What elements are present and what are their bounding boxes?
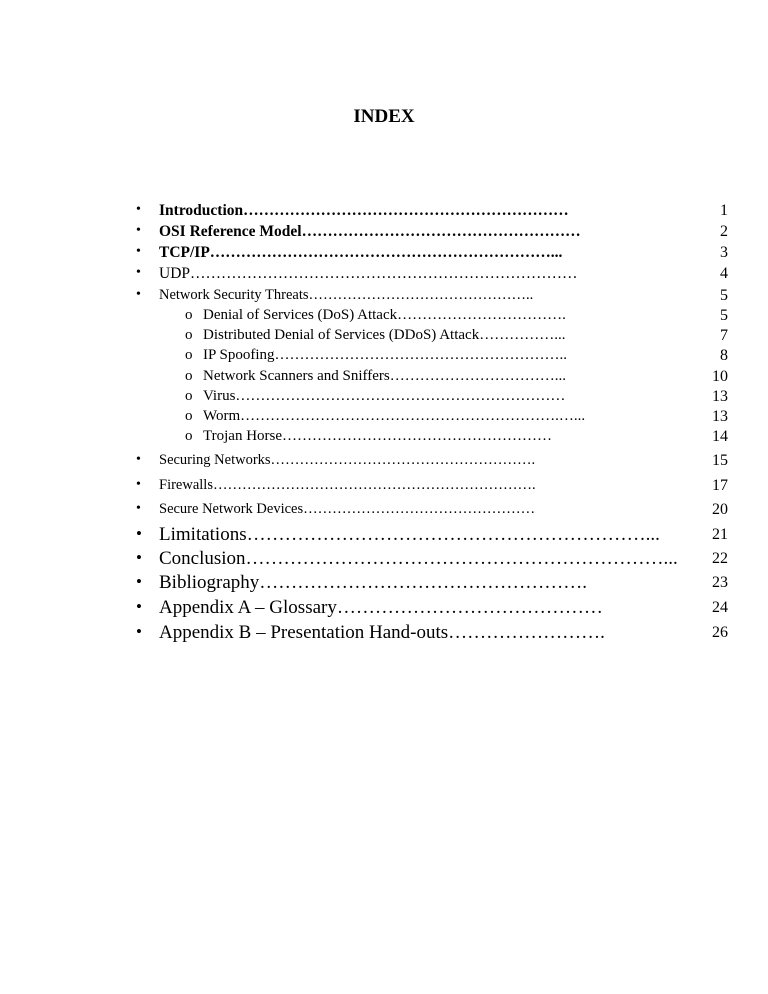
toc-page-number: 4 bbox=[720, 265, 728, 282]
toc-page-number: 5 bbox=[720, 307, 728, 324]
toc-entry-label: TCP/IP…………………………………………………………... bbox=[159, 244, 563, 261]
bullet-icon: • bbox=[136, 501, 141, 516]
page-title: INDEX bbox=[353, 106, 415, 127]
bullet-icon: • bbox=[136, 287, 141, 302]
bullet-icon: • bbox=[136, 597, 142, 616]
toc-page-number: 17 bbox=[712, 477, 728, 494]
bullet-icon: • bbox=[136, 202, 141, 217]
bullet-icon: • bbox=[136, 477, 141, 492]
toc-page-number: 22 bbox=[712, 550, 728, 567]
sub-bullet-icon: o bbox=[185, 428, 193, 444]
bullet-icon: • bbox=[136, 265, 141, 280]
toc-page-number: 3 bbox=[720, 244, 728, 261]
sub-bullet-icon: o bbox=[185, 327, 193, 343]
toc-page-number: 24 bbox=[712, 599, 728, 616]
sub-bullet-icon: o bbox=[185, 307, 193, 323]
sub-bullet-icon: o bbox=[185, 347, 193, 363]
toc-entry-label: Securing Networks………………………………………………. bbox=[159, 452, 536, 468]
bullet-icon: • bbox=[136, 244, 141, 259]
toc-page-number: 2 bbox=[720, 223, 728, 240]
toc-page-number: 1 bbox=[720, 202, 728, 219]
toc-entry-label: Secure Network Devices………………………………………… bbox=[159, 501, 536, 517]
toc-entry-label: Network Security Threats……………………………………….. bbox=[159, 287, 534, 303]
toc-page-number: 20 bbox=[712, 501, 728, 518]
toc-page-number: 26 bbox=[712, 624, 728, 641]
toc-page-number: 10 bbox=[712, 368, 728, 385]
toc-entry-label: Introduction……………………………………………………… bbox=[159, 202, 569, 219]
toc-page-number: 15 bbox=[712, 452, 728, 469]
toc-page-number: 13 bbox=[712, 388, 728, 405]
toc-page-number: 7 bbox=[720, 327, 728, 344]
toc-entry-label: Distributed Denial of Services (DDoS) Attack……………... bbox=[203, 327, 566, 343]
toc-entry-label: OSI Reference Model……………………………………………… bbox=[159, 223, 581, 240]
bullet-icon: • bbox=[136, 622, 142, 641]
toc-entry-label: Trojan Horse……………………………………………… bbox=[203, 428, 553, 444]
toc-entry-label: Bibliography……………………………………………. bbox=[159, 572, 588, 593]
toc-page-number: 5 bbox=[720, 287, 728, 304]
bullet-icon: • bbox=[136, 223, 141, 238]
bullet-icon: • bbox=[136, 524, 142, 543]
toc-entry-label: Denial of Services (DoS) Attack……………………………. bbox=[203, 307, 566, 323]
toc-page-number: 14 bbox=[712, 428, 728, 445]
toc-entry-label: Firewalls…………………………………………………………. bbox=[159, 477, 536, 493]
toc-entry-label: Appendix A – Glossary…………………………………… bbox=[159, 597, 603, 618]
toc-entry-label: Virus………………………………………………………… bbox=[203, 388, 566, 404]
toc-entry-label: Worm……………………………………………………….…... bbox=[203, 408, 586, 424]
toc-entry-label: Appendix B – Presentation Hand-outs……………………. bbox=[159, 622, 605, 643]
bullet-icon: • bbox=[136, 548, 142, 567]
toc-entry-label: IP Spoofing………………………………………………….. bbox=[203, 347, 568, 363]
sub-bullet-icon: o bbox=[185, 388, 193, 404]
toc-entry-label: Conclusion…………………………………………………………... bbox=[159, 548, 678, 569]
toc-entry-label: UDP………………………………………………………………… bbox=[159, 265, 578, 282]
toc-page-number: 8 bbox=[720, 347, 728, 364]
toc-entry-label: Network Scanners and Sniffers……………………………... bbox=[203, 368, 567, 384]
toc-page-number: 21 bbox=[712, 526, 728, 543]
bullet-icon: • bbox=[136, 572, 142, 591]
sub-bullet-icon: o bbox=[185, 368, 193, 384]
bullet-icon: • bbox=[136, 452, 141, 467]
toc-page-number: 23 bbox=[712, 574, 728, 591]
sub-bullet-icon: o bbox=[185, 408, 193, 424]
toc-entry-label: Limitations………………………………………………………... bbox=[159, 524, 660, 545]
toc-page-number: 13 bbox=[712, 408, 728, 425]
